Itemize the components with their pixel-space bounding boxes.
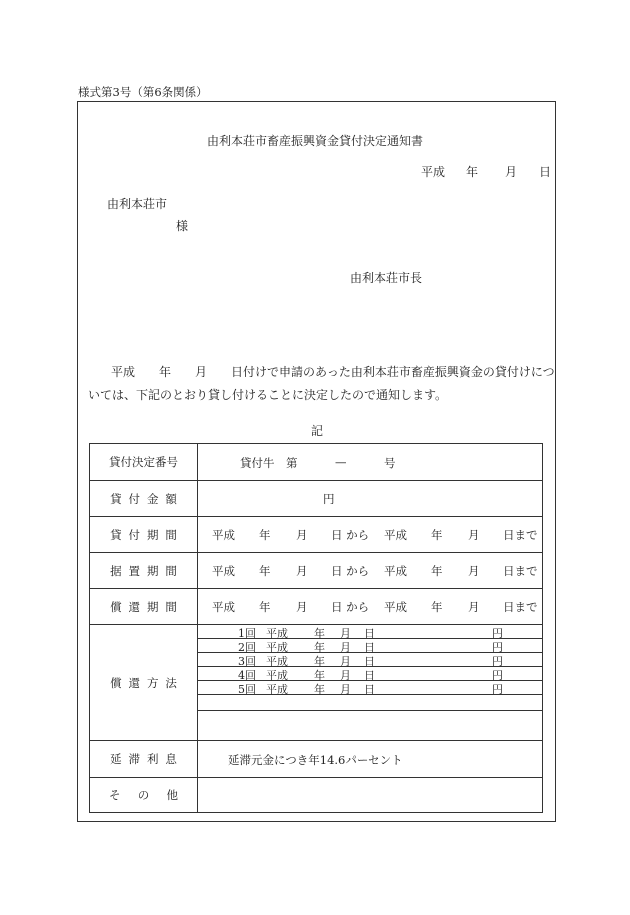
period-era-from: 平成 bbox=[212, 528, 235, 542]
decision-number-dash: — bbox=[335, 455, 347, 469]
loan-period-value bbox=[198, 517, 543, 553]
late-interest-label: 延滞利息 bbox=[90, 741, 198, 778]
ki-heading: 記 bbox=[311, 424, 324, 438]
period-year-from: 年 bbox=[259, 600, 271, 614]
late-interest-text: 延滞元金につき年14.6パーセント bbox=[228, 753, 403, 767]
period-year-to: 年 bbox=[431, 600, 443, 614]
date-day: 日 bbox=[539, 165, 552, 179]
period-day-to: 日まで bbox=[503, 528, 538, 542]
period-day-from: 日 から bbox=[331, 528, 370, 542]
period-year-to: 年 bbox=[431, 528, 443, 542]
issuer-name: 由利本荘市長 bbox=[350, 271, 423, 285]
decision-number-label: 貸付決定番号 bbox=[90, 444, 198, 481]
period-era-to: 平成 bbox=[384, 564, 407, 578]
repayment-schedule-table bbox=[198, 625, 542, 726]
deferment-period-row bbox=[90, 553, 543, 589]
form-number-label: 様式第3号（第6条関係） bbox=[78, 85, 208, 99]
installment-number: 3回 bbox=[238, 655, 256, 668]
installment-day: 日 bbox=[364, 655, 375, 668]
repayment-method-label: 償還方法 bbox=[90, 625, 198, 741]
installment-number: 1回 bbox=[238, 627, 256, 640]
installment-number: 5回 bbox=[238, 683, 256, 696]
period-month-from: 月 bbox=[296, 528, 308, 542]
installment-era: 平成 bbox=[266, 683, 288, 696]
installment-era: 平成 bbox=[266, 669, 288, 682]
repayment-period-value bbox=[198, 589, 543, 625]
deferment-period-value bbox=[198, 553, 543, 589]
loan-period-row bbox=[90, 517, 543, 553]
period-year-to: 年 bbox=[431, 564, 443, 578]
installment-month: 月 bbox=[340, 627, 351, 640]
period-day-to: 日まで bbox=[503, 600, 538, 614]
loan-amount-value bbox=[198, 481, 543, 517]
installment-unit: 円 bbox=[492, 669, 503, 682]
recipient-city: 由利本荘市 bbox=[107, 197, 168, 211]
loan-detail-table bbox=[89, 443, 543, 813]
repayment-installment-row bbox=[198, 639, 542, 653]
period-day-to: 日まで bbox=[503, 564, 538, 578]
installment-era: 平成 bbox=[266, 627, 288, 640]
body-text-line-2: いては、下記のとおり貸し付けることに決定したので通知します。 bbox=[88, 388, 448, 402]
repayment-schedule bbox=[198, 625, 543, 741]
date-era: 平成 bbox=[421, 165, 446, 179]
installment-year: 年 bbox=[314, 669, 325, 682]
repayment-installment-row bbox=[198, 653, 542, 667]
period-era-to: 平成 bbox=[384, 528, 407, 542]
installment-era: 平成 bbox=[266, 641, 288, 654]
decision-number-value bbox=[198, 444, 543, 481]
installment-day: 日 bbox=[364, 683, 375, 696]
installment-year: 年 bbox=[314, 641, 325, 654]
repayment-blank-row bbox=[198, 695, 542, 711]
decision-number-suffix: 号 bbox=[384, 456, 396, 470]
repayment-installment-row bbox=[198, 625, 542, 639]
recipient-honorific: 様 bbox=[176, 219, 189, 233]
period-month-from: 月 bbox=[296, 564, 308, 578]
installment-month: 月 bbox=[340, 641, 351, 654]
period-year-from: 年 bbox=[259, 564, 271, 578]
installment-month: 月 bbox=[340, 655, 351, 668]
body-text-line-1: 平成 年 月 日付けで申請のあった由利本荘市畜産振興資金の貸付けにつ bbox=[111, 365, 555, 379]
installment-year: 年 bbox=[314, 683, 325, 696]
period-month-to: 月 bbox=[468, 600, 480, 614]
installment-number: 4回 bbox=[238, 669, 256, 682]
repayment-blank-row bbox=[198, 711, 542, 727]
date-year: 年 bbox=[466, 165, 479, 179]
loan-amount-unit: 円 bbox=[323, 492, 335, 506]
late-interest-value bbox=[198, 741, 543, 778]
loan-amount-label: 貸付金額 bbox=[90, 481, 198, 517]
repayment-installment-row bbox=[198, 681, 542, 695]
installment-unit: 円 bbox=[492, 683, 503, 696]
decision-number-row bbox=[90, 444, 543, 481]
installment-number: 2回 bbox=[238, 641, 256, 654]
installment-day: 日 bbox=[364, 641, 375, 654]
other-label: その他 bbox=[90, 778, 198, 813]
period-year-from: 年 bbox=[259, 528, 271, 542]
repayment-method-row bbox=[90, 625, 543, 741]
other-row bbox=[90, 778, 543, 813]
period-era-from: 平成 bbox=[212, 564, 235, 578]
period-era-from: 平成 bbox=[212, 600, 235, 614]
installment-day: 日 bbox=[364, 627, 375, 640]
period-month-to: 月 bbox=[468, 528, 480, 542]
repayment-installment-row bbox=[198, 667, 542, 681]
decision-number-prefix: 貸付牛 第 bbox=[240, 456, 298, 470]
date-month: 月 bbox=[505, 165, 518, 179]
loan-period-label: 貸付期間 bbox=[90, 517, 198, 553]
installment-year: 年 bbox=[314, 627, 325, 640]
repayment-period-label: 償還期間 bbox=[90, 589, 198, 625]
period-day-from: 日 から bbox=[331, 600, 370, 614]
installment-month: 月 bbox=[340, 683, 351, 696]
installment-unit: 円 bbox=[492, 655, 503, 668]
period-month-from: 月 bbox=[296, 600, 308, 614]
repayment-period-row bbox=[90, 589, 543, 625]
installment-era: 平成 bbox=[266, 655, 288, 668]
period-day-from: 日 から bbox=[331, 564, 370, 578]
other-value bbox=[198, 778, 543, 813]
loan-amount-row bbox=[90, 481, 543, 517]
installment-month: 月 bbox=[340, 669, 351, 682]
late-interest-row bbox=[90, 741, 543, 778]
installment-year: 年 bbox=[314, 655, 325, 668]
period-era-to: 平成 bbox=[384, 600, 407, 614]
period-month-to: 月 bbox=[468, 564, 480, 578]
deferment-period-label: 据置期間 bbox=[90, 553, 198, 589]
installment-unit: 円 bbox=[492, 641, 503, 654]
document-title: 由利本荘市畜産振興資金貸付決定通知書 bbox=[206, 134, 423, 148]
installment-day: 日 bbox=[364, 669, 375, 682]
installment-unit: 円 bbox=[492, 627, 503, 640]
